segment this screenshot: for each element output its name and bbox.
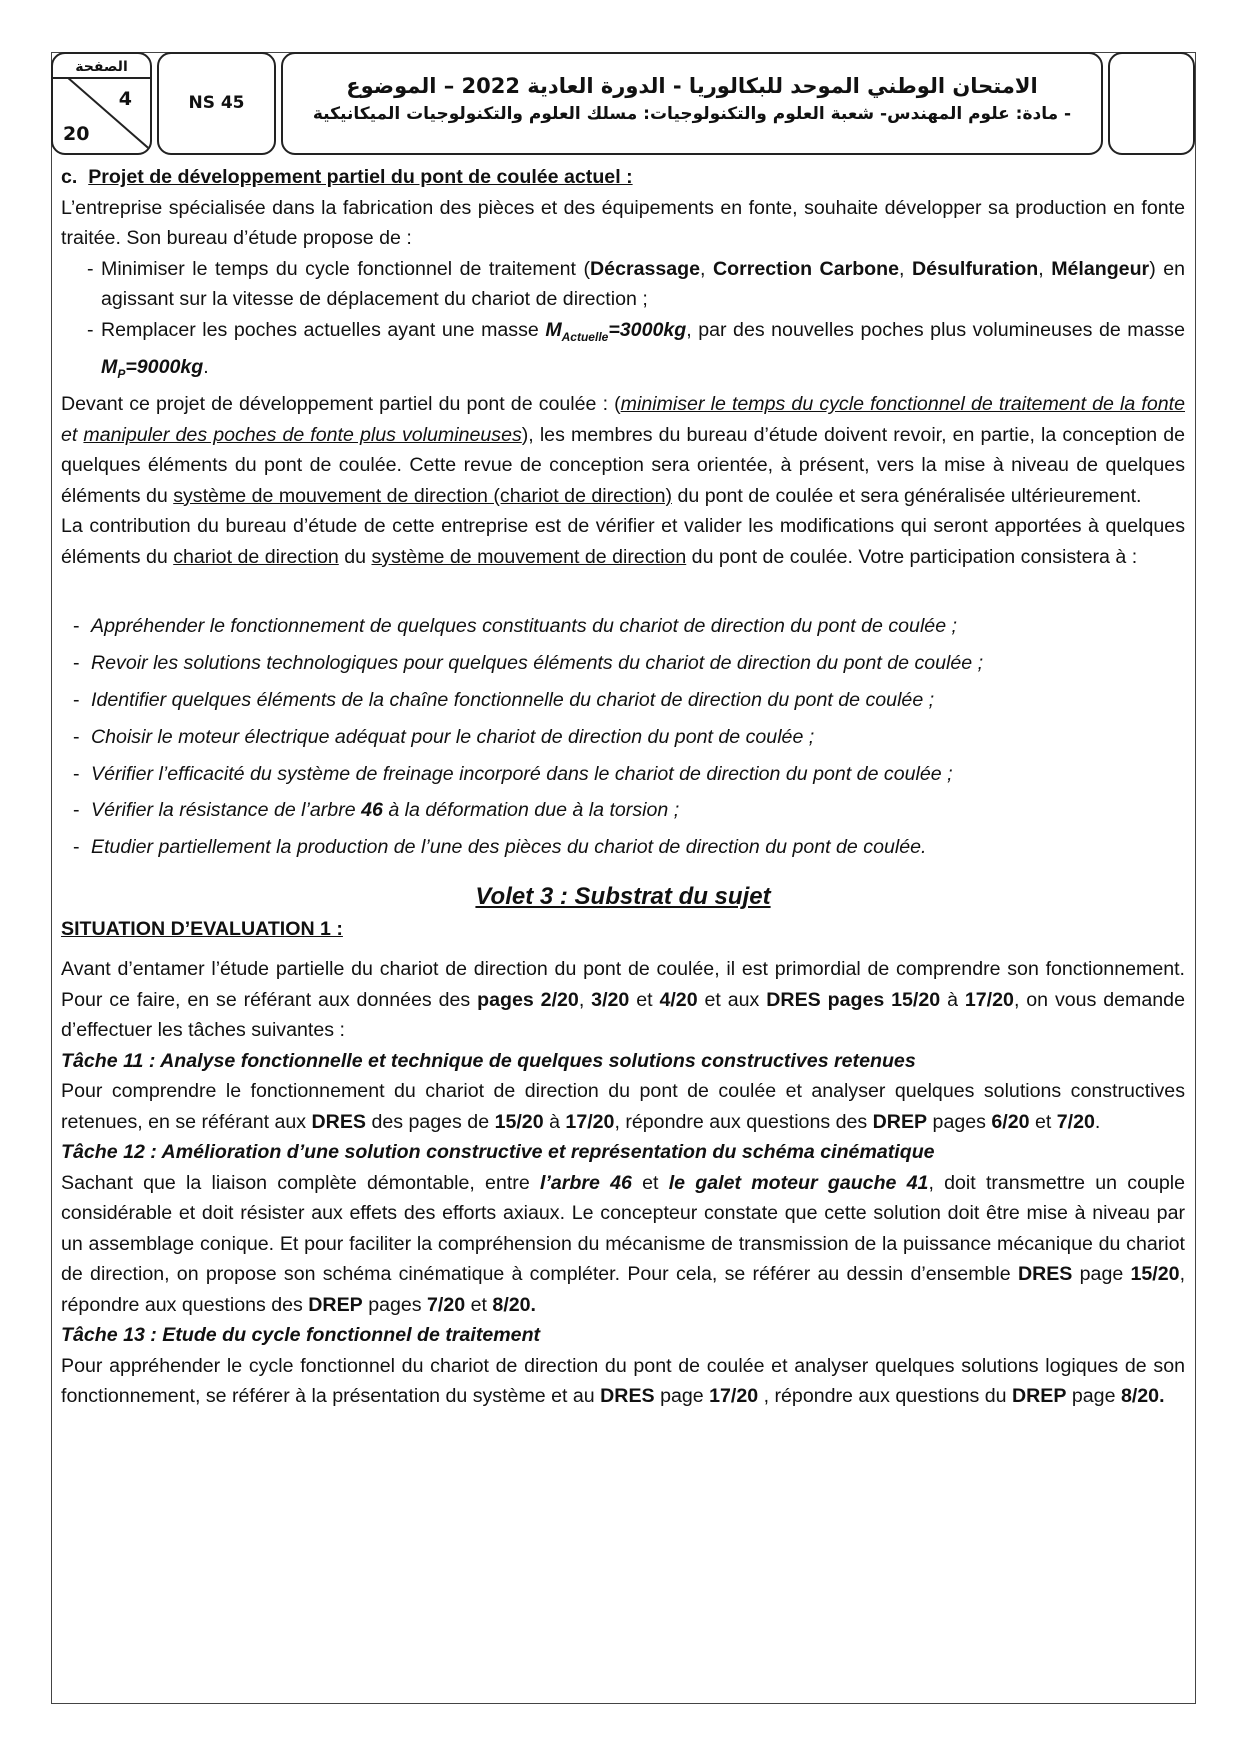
text: ), les membres du bureau d’étude doivent revoir, en partie, la conception de quelques éléments du pont de coulée. Cette revue de conception sera orientée, à présent, vers la mise à niveau de quelques éléments du — [61, 423, 1185, 507]
ref: 15/20 — [494, 1110, 544, 1133]
mass-subscript: Actuelle — [561, 329, 609, 344]
bullet-poches: - Remplacer les poches actuelles ayant une masse $M_{Actuelle}=3000kg$, par des nouvelles poches plus volumineuses de masse $M_P=9000kg$. — [87, 318, 1185, 381]
objective-text: Vérifier l’efficacité du système de freinage incorporé dans le chariot de direction du pont de coulée ; — [91, 762, 953, 785]
text: , doit transmettre un couple considérable et doit résister aux effets des efforts axiaux. Le concepteur constate que cette solution doit être mise à niveau par un assemblage conique. Et pour faciliter la compréhension du mécanisme de transmission de la puissance mécanique du chariot de direction, on propose son schéma cinématique à compléter. Pour cela, se référer au dessin d’ensemble — [61, 1171, 1186, 1286]
keyword: Mélangeur — [1051, 257, 1150, 280]
text: Minimiser le temps du cycle fonctionnel de traitement ( — [101, 257, 591, 280]
ref: 7/20 — [1056, 1110, 1095, 1133]
tache-12-title: Tâche 12 : Amélioration d’une solution constructive et représentation du schéma cinématique — [61, 1141, 935, 1164]
tache-11-text — [61, 1076, 1185, 1137]
objective-text: Choisir le moteur électrique adéquat pour le chariot de direction du pont de coulée ; — [91, 725, 815, 748]
keyword: Correction Carbone — [712, 257, 900, 280]
tache-12-text — [61, 1168, 1185, 1321]
ref: pages 2/20 — [477, 988, 579, 1011]
page-content — [61, 162, 1185, 1412]
exam-subject: - مادة: علوم المهندس- شعبة العلوم والتكنولوجيات: مسلك العلوم والتكنولوجيات الميكانيكية — [312, 104, 1072, 124]
text: et — [636, 988, 653, 1011]
list-item: - Revoir les solutions technologiques pour quelques éléments du chariot de direction du pont de coulée ; — [73, 645, 1185, 682]
objective-text: Appréhender le fonctionnement de quelques constituants du chariot de direction du pont de coulée ; — [91, 615, 957, 638]
text: page — [1071, 1385, 1116, 1408]
mass-subscript: P — [117, 366, 126, 381]
text: Devant ce projet de développement partiel du pont de coulée : ( — [61, 393, 621, 416]
text: et — [642, 1171, 659, 1194]
objective-text: Identifier quelques éléments de la chaîne fonctionnelle du chariot de direction du pont de coulée ; — [91, 688, 935, 711]
objective-text: Etudier partiellement la production de l’une des pièces du chariot de direction du pont de coulée. — [91, 836, 927, 859]
text: ) en agissant sur la vitesse de déplacement du chariot de direction ; — [101, 257, 1185, 310]
section-c-intro: L’entreprise spécialisée dans la fabrication des pièces et des équipements en fonte, souhaite développer sa production en fonte traitée. Son bureau d’étude propose de : — [61, 196, 1185, 249]
ref: DREP — [1011, 1385, 1067, 1408]
text: Remplacer les poches actuelles ayant une masse — [101, 318, 539, 341]
text: et aux — [704, 988, 760, 1011]
tache-13-title: Tâche 13 : Etude du cycle fonctionnel de traitement — [61, 1324, 541, 1347]
text: à — [549, 1110, 560, 1133]
text: des pages de — [371, 1110, 490, 1133]
mass-symbol: M — [101, 355, 118, 378]
ref: DREP — [872, 1110, 928, 1133]
ref: DRES — [600, 1385, 655, 1408]
mass-value: =9000kg — [125, 355, 204, 378]
text: . — [1094, 1110, 1101, 1133]
text: Pour comprendre le fonctionnement du chariot de direction du pont de coulée et analyser quelques solutions constructives retenues, en se référant aux — [61, 1080, 1185, 1133]
objective-text: Vérifier la résistance de l’arbre — [91, 799, 356, 822]
text: , répondre aux questions des — [614, 1110, 868, 1133]
text: page — [660, 1385, 704, 1408]
underlined-text: chariot de direction — [173, 545, 339, 568]
objective-text: à la déformation due à la torsion ; — [388, 799, 680, 822]
keyword: Désulfuration — [911, 257, 1039, 280]
page-total: 20 — [63, 123, 90, 145]
list-item: - Choisir le moteur électrique adéquat pour le chariot de direction du pont de coulée ; — [73, 719, 1185, 756]
text: Avant d’entamer l’étude partielle du chariot de direction du pont de coulée, il est primordial de comprendre son fonctionnement. Pour ce faire, en se référant aux données des — [61, 958, 1185, 1011]
section-marker: c. — [61, 166, 78, 188]
section-title: Projet de développement partiel du pont de coulée actuel : — [88, 166, 633, 188]
tache-11-title: Tâche 11 : Analyse fonctionnelle et technique de quelques solutions constructives retenues — [61, 1049, 916, 1072]
ref: 17/20 — [565, 1110, 615, 1133]
ref: DRES — [311, 1110, 366, 1133]
page-label: الصفحة — [53, 59, 150, 79]
ref: 17/20 — [964, 988, 1014, 1011]
underlined-text: système de mouvement de direction (chariot de direction) — [173, 484, 672, 507]
arbre-number: 46 — [361, 799, 383, 822]
situation-heading: SITUATION D’EVALUATION 1 : — [61, 917, 343, 940]
volet-heading: Volet 3 : Substrat du sujet — [475, 882, 771, 910]
tache-13-text — [61, 1351, 1185, 1412]
text: La contribution du bureau d’étude de cette entreprise est de vérifier et valider les modifications qui seront apportées à quelques éléments du — [61, 515, 1185, 568]
text: , on vous demande d’effectuer les tâches suivantes : — [61, 988, 1185, 1042]
text: Pour appréhender le cycle fonctionnel du chariot de direction du pont de coulée et analyser quelques solutions logiques de son fonctionnement, se référer à la présentation du système et au — [61, 1354, 1185, 1408]
ref: 4/20 — [659, 988, 698, 1011]
text: du — [344, 545, 367, 568]
situation-paragraph: Avant d’entamer l’étude partielle du chariot de direction du pont de coulée, il est primordial de comprendre son fonctionnement. Pour ce faire, en se référant aux données des pages 2/20, 3/20 et 4/20 et aux DRES pages 15/20 à 17/20, on vous demande d’effectuer les tâches suivantes : — [61, 958, 1185, 1042]
paragraph-contribution — [61, 511, 1185, 572]
text: , répondre aux questions des — [61, 1263, 1186, 1316]
text: , par des nouvelles poches plus volumineuses de masse — [686, 318, 1185, 341]
blank-box — [1108, 52, 1195, 155]
list-item: - Appréhender le fonctionnement de quelques constituants du chariot de direction du pont de coulée ; — [73, 608, 1185, 645]
list-item: - Etudier partiellement la production de l’une des pièces du chariot de direction du pont de coulée. — [73, 829, 1185, 866]
text: , répondre aux questions du — [763, 1385, 1007, 1408]
page-number-box — [51, 52, 152, 155]
paragraph-projet — [61, 389, 1185, 511]
ref: 3/20 — [591, 988, 630, 1011]
list-item: - Vérifier la résistance de l’arbre 46 à la déformation due à la torsion ; — [73, 799, 680, 822]
objectives-list — [61, 608, 1185, 866]
text: du pont de coulée et sera généralisée ultérieurement. — [677, 484, 1142, 507]
text: et — [61, 423, 78, 446]
mass-value: =3000kg — [608, 318, 687, 341]
mass-symbol: M — [545, 318, 562, 341]
ref: l’arbre 46 — [539, 1171, 632, 1194]
text: page — [1079, 1263, 1124, 1286]
objective-text: Revoir les solutions technologiques pour quelques éléments du chariot de direction du pont de coulée ; — [91, 652, 984, 675]
text: du pont de coulée. Votre participation consistera à : — [691, 545, 1138, 568]
text: pages — [368, 1293, 422, 1316]
exam-code: NS 45 — [157, 52, 276, 155]
exam-title: الامتحان الوطني الموحد للبكالوريا - الدورة العادية 2022 – الموضوع — [346, 74, 1038, 98]
ref: DREP — [308, 1293, 363, 1316]
ref: DRES — [1017, 1263, 1073, 1286]
ref: DRES pages 15/20 — [766, 988, 941, 1011]
list-item: - Identifier quelques éléments de la chaîne fonctionnelle du chariot de direction du pont de coulée ; — [73, 682, 1185, 719]
ref: 7/20 — [427, 1293, 466, 1316]
text: et — [1034, 1110, 1052, 1133]
underlined-text: manipuler des poches de fonte plus volumineuses — [83, 423, 522, 446]
text: pages — [932, 1110, 986, 1133]
keyword: Décrassage — [590, 257, 701, 280]
section-c-heading — [61, 162, 1185, 193]
exam-title-box — [281, 52, 1103, 155]
ref: 15/20 — [1130, 1263, 1180, 1286]
ref: 8/20. — [1120, 1385, 1165, 1408]
page-number: 4 — [118, 88, 132, 110]
ref: 6/20 — [991, 1110, 1030, 1133]
list-item: - Vérifier l’efficacité du système de freinage incorporé dans le chariot de direction du pont de coulée ; — [73, 756, 1185, 793]
underlined-text: système de mouvement de direction — [371, 545, 687, 568]
ref: 17/20 — [709, 1385, 759, 1408]
underlined-text: minimiser le temps du cycle fonctionnel de traitement de la fonte — [620, 393, 1185, 416]
text: et — [470, 1293, 487, 1316]
ref: 8/20. — [492, 1293, 537, 1316]
bullet-cycle: - Minimiser le temps du cycle fonctionnel de traitement (Décrassage, Correction Carbone, Désulfuration, Mélangeur) en agissant sur la vitesse de déplacement du chariot de direction ; — [87, 257, 1185, 310]
ref: le galet moteur gauche 41 — [668, 1171, 929, 1194]
text: Sachant que la liaison complète démontable, entre — [61, 1171, 530, 1194]
text: à — [947, 988, 958, 1011]
